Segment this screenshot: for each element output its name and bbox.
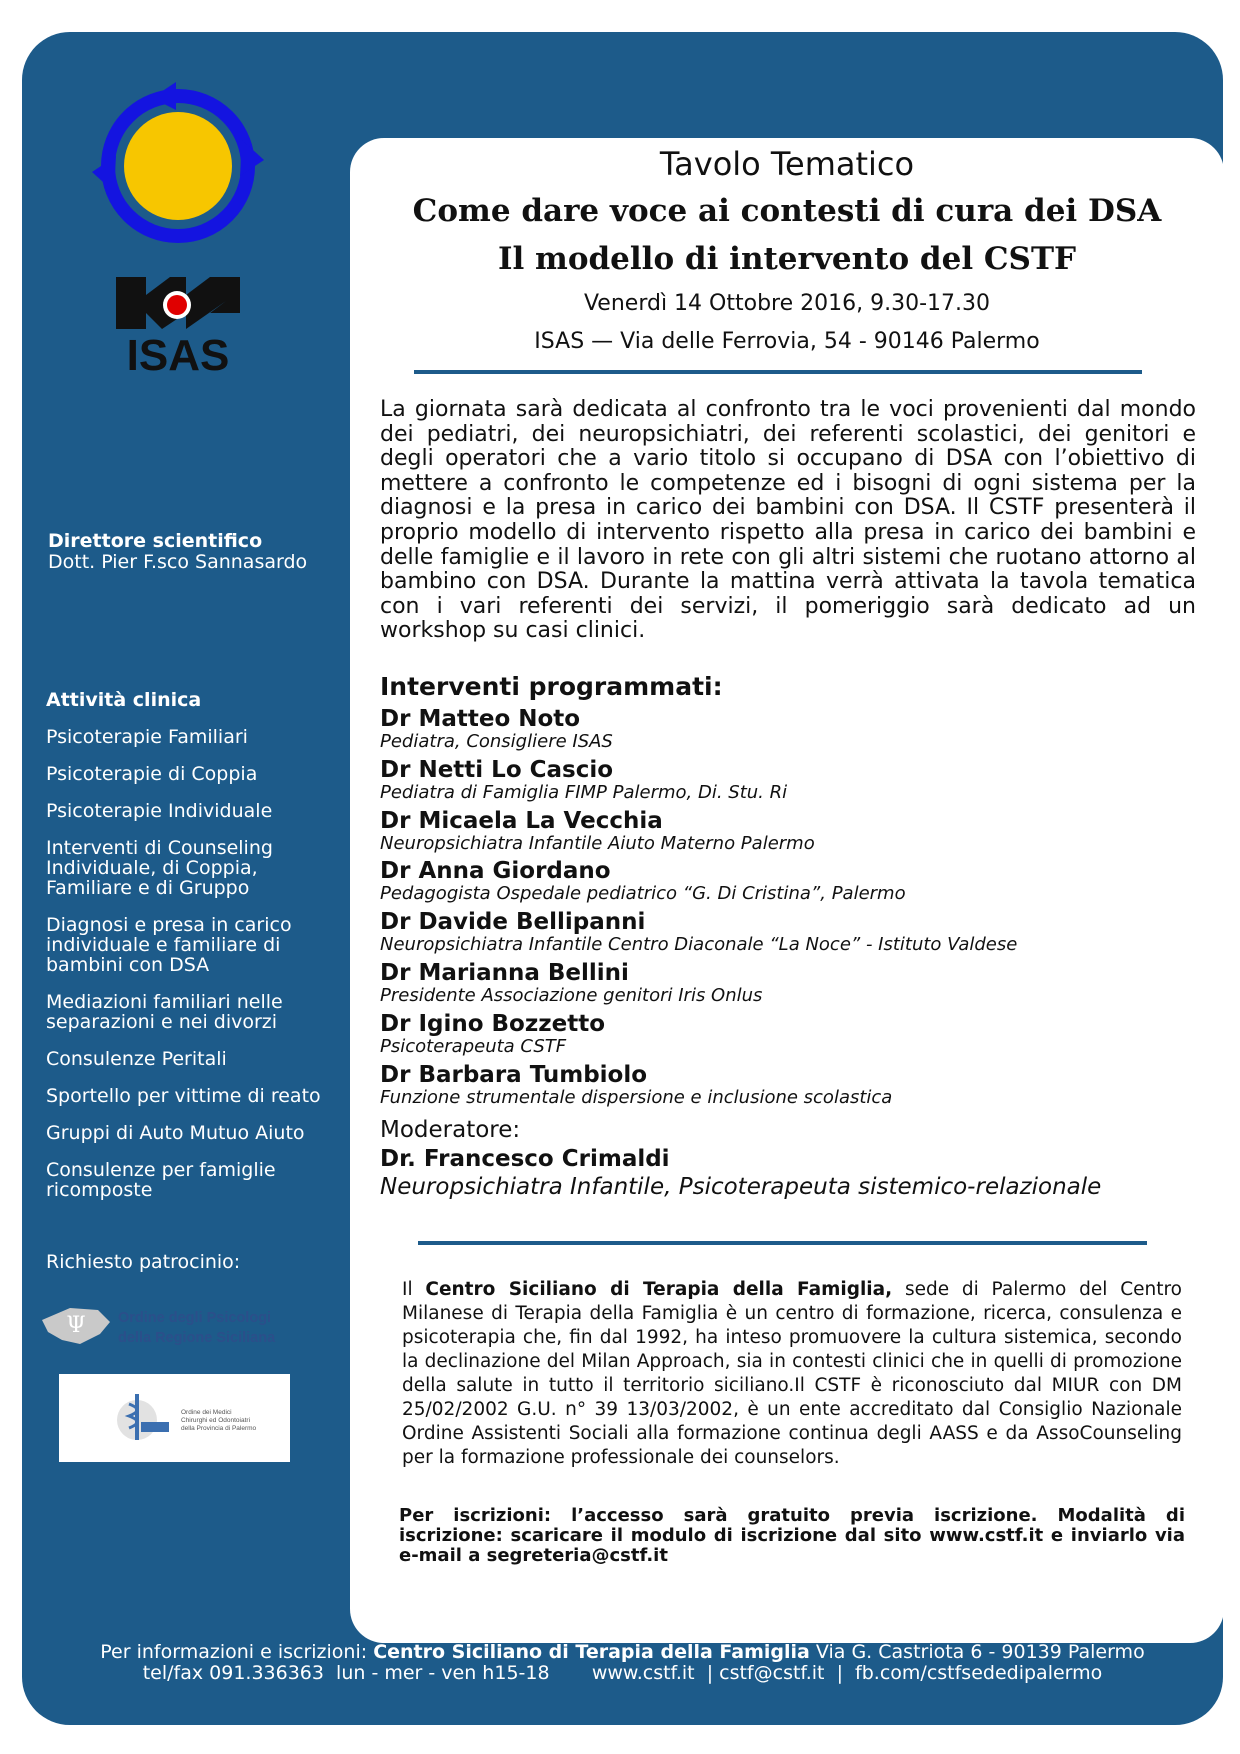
- svg-text:della Regione Siciliana: della Regione Siciliana: [118, 1330, 276, 1346]
- moderator-role: Neuropsichiatra Infantile, Psicoterapeuta sistemico-relazionale: [380, 1174, 1102, 1200]
- event-title-line2: Il modello di intervento del CSTF: [497, 241, 1077, 277]
- speaker-role: Pediatra di Famiglia FIMP Palermo, Di. Stu. Ri: [380, 781, 788, 803]
- patronage-label: Richiesto patrocinio:: [46, 1251, 241, 1273]
- speaker-name: Dr Barbara Tumbiolo: [380, 1061, 648, 1088]
- speaker-role: Neuropsichiatra Infantile Centro Diaconale “La Noce” - Istituto Valdese: [380, 934, 1018, 956]
- event-title-line1: Come dare voce ai contesti di cura dei DSA: [412, 193, 1162, 229]
- cstf-logo-icon: [92, 80, 264, 252]
- isas-logo-text: ISAS: [126, 331, 230, 372]
- about-text: sede di Palermo del Centro Milanese di Terapia della Famiglia è un centro di formazione, ricerca, consulenza e psicoterapia che, fin dal 1992, ha inteso promuovere la cultura sistemica, secondo la declinazione del Milan Approach, sia in contesti clinici che in quelli di promozione della salute in tutto il territorio siciliano.Il CSTF è riconosciuto dal MIUR con DM 25/02/2002 G.U. n° 39 13/03/2002, è un ente accreditato dal Consiglio Nazionale Ordine Assistenti Sociali alla formazione continua degli AASS e da AssoCounseling per la formazione professionale dei counselors.: [402, 1279, 1182, 1468]
- svg-text:Ψ: Ψ: [66, 1313, 86, 1338]
- event-type: Tavolo Tematico: [659, 145, 915, 183]
- about-prefix: Il: [402, 1279, 426, 1300]
- speaker-role: Pedagogista Ospedale pediatrico “G. Di Cristina”, Palermo: [380, 883, 906, 905]
- intro-paragraph: La giornata sarà dedicata al confronto tra le voci provenienti dal mondo dei pediatri, dei neuropsichiatri, dei referenti scolastici, dei genitori e degli operatori che a vario titolo si occupano di DSA con l’obiettivo di mettere a confronto le competenze ed i bisogni di ogni sistema per la diagnosi e la presa in carico dei bambini con DSA. Il CSTF presenterà il proprio modello di intervento rispetto alla presa in carico dei bambini e delle famiglie e il lavoro in rete con gli altri sistemi che ruotano attorno al bambino con DSA. Durante la mattina verrà attivata la tavola tematica con i vari referenti dei servizi, il pomeriggio sarà dedicato ad un workshop su casi clinici.: [380, 397, 1196, 644]
- speaker-role: Presidente Associazione genitori Iris Onlus: [380, 984, 763, 1006]
- speaker-name: Dr Davide Bellipanni: [380, 909, 646, 936]
- activity-item: Diagnosi e presa in carico individuale e familiare di bambini con DSA: [46, 914, 292, 976]
- activity-item: Interventi di Counseling Individuale, di Coppia, Familiare e di Gruppo: [46, 837, 273, 899]
- footer-line1: [22, 1641, 1223, 1663]
- speaker-name: Dr Igino Bozzetto: [380, 1010, 606, 1037]
- speaker-item: [380, 858, 1200, 909]
- speaker-name: Dr Matteo Noto: [380, 706, 581, 732]
- header-divider: [414, 370, 1142, 374]
- speaker-item: [380, 1011, 1200, 1062]
- activity-item: Psicoterapie di Coppia: [46, 763, 258, 785]
- about-paragraph: [402, 1278, 1182, 1470]
- registration-info: Per iscrizioni: l’accesso sarà gratuito previa iscrizione. Modalità di iscrizione: scaricare il modulo di iscrizione dal sito www.cstf.it e inviarlo via e-mail a segreteria@cstf.it: [399, 1505, 1185, 1566]
- activity-list: [46, 727, 346, 1217]
- moderator-name: Dr. Francesco Crimaldi: [380, 1146, 670, 1172]
- footer-line2: tel/fax 091.336363 lun - mer - ven h15-18 www.cstf.it | cstf@cstf.it | fb.com/cstfsededipalermo: [142, 1662, 1103, 1684]
- about-org-name: Centro Siciliano di Terapia della Famiglia,: [425, 1279, 893, 1300]
- svg-text:Ordine dei Medici: Ordine dei Medici: [181, 1409, 232, 1416]
- speaker-item: [380, 706, 1200, 757]
- activity-item: Mediazioni familiari nelle separazioni e nei divorzi: [46, 991, 283, 1033]
- activity-item: Consulenze Peritali: [46, 1048, 227, 1070]
- doctors-order-logo: [59, 1374, 290, 1462]
- event-place: ISAS — Via delle Ferrovia, 54 - 90146 Palermo: [534, 329, 1040, 354]
- speaker-role: Funzione strumentale dispersione e inclusione scolastica: [380, 1086, 893, 1108]
- speaker-name: Dr Marianna Bellini: [380, 959, 629, 986]
- speaker-item: [380, 1062, 1200, 1113]
- activity-title: Attività clinica: [46, 689, 202, 711]
- event-date: Venerdì 14 Ottobre 2016, 9.30-17.30: [583, 291, 991, 316]
- psychologists-order-logo: [40, 1300, 310, 1356]
- speaker-item: [380, 960, 1200, 1011]
- svg-text:Ordine degli Psicologi: Ordine degli Psicologi: [118, 1310, 272, 1326]
- director-title: Direttore scientifico: [48, 530, 263, 552]
- speaker-item: [380, 757, 1200, 808]
- speaker-name: Dr Anna Giordano: [380, 858, 611, 885]
- speaker-list: [380, 706, 1200, 1112]
- speaker-role: Psicoterapeuta CSTF: [380, 1035, 567, 1057]
- activity-item: Consulenze per famiglie ricomposte: [46, 1159, 276, 1201]
- speaker-name: Dr Netti Lo Cascio: [380, 756, 614, 783]
- activity-item: Psicoterapie Individuale: [46, 800, 273, 822]
- footer-address: Via G. Castriota 6 - 90139 Palermo: [809, 1641, 1145, 1663]
- activity-item: Gruppi di Auto Mutuo Aiuto: [46, 1122, 305, 1144]
- speaker-item: [380, 909, 1200, 960]
- isas-logo-icon: [116, 277, 240, 372]
- footer-org: Centro Siciliano di Terapia della Famiglia: [373, 1641, 810, 1663]
- speaker-role: Pediatra, Consigliere ISAS: [380, 731, 613, 752]
- interventions-title: Interventi programmati:: [380, 672, 723, 701]
- speaker-role: Neuropsichiatra Infantile Aiuto Materno Palermo: [380, 832, 815, 854]
- moderator-label: Moderatore:: [380, 1117, 521, 1143]
- speaker-item: [380, 808, 1200, 859]
- svg-text:della Provincia di Palermo: della Provincia di Palermo: [181, 1425, 257, 1432]
- footer-prefix: Per informazioni e iscrizioni:: [100, 1641, 374, 1663]
- about-divider: [418, 1241, 1147, 1245]
- svg-text:Chirurghi ed Odontoiatri: Chirurghi ed Odontoiatri: [181, 1417, 251, 1424]
- director-name: Dott. Pier F.sco Sannasardo: [48, 551, 308, 573]
- activity-item: Psicoterapie Familiari: [46, 726, 248, 748]
- activity-item: Sportello per vittime di reato: [46, 1085, 321, 1107]
- speaker-name: Dr Micaela La Vecchia: [380, 807, 663, 834]
